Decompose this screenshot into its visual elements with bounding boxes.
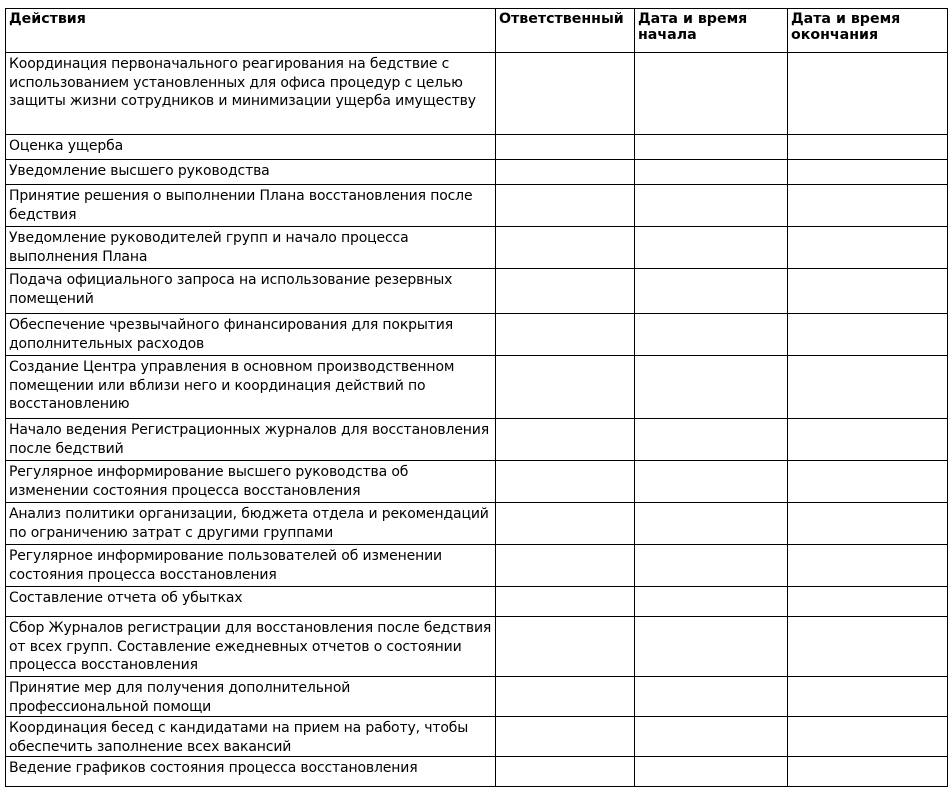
table-row [6,677,948,717]
responsible-cell[interactable] [496,545,635,587]
table-row [6,757,948,787]
table-row [6,227,948,269]
start-datetime-cell[interactable] [635,269,788,314]
end-datetime-cell[interactable] [788,461,948,503]
end-datetime-cell[interactable] [788,314,948,356]
table-row [6,587,948,617]
action-cell: Составление отчета об убытках [6,587,496,617]
action-cell: Принятие мер для получения дополнительной профессиональной помощи [6,677,496,717]
end-datetime-cell[interactable] [788,269,948,314]
action-cell: Уведомление высшего руководства [6,160,496,185]
table-row [6,503,948,545]
action-cell: Анализ политики организации, бюджета отдела и рекомендаций по ограничению затрат с другими группами [6,503,496,545]
start-datetime-cell[interactable] [635,717,788,757]
table-row [6,461,948,503]
end-datetime-cell[interactable] [788,135,948,160]
responsible-cell[interactable] [496,53,635,135]
end-datetime-cell[interactable] [788,617,948,677]
start-datetime-cell[interactable] [635,461,788,503]
action-cell: Уведомление руководителей групп и начало процесса выполнения Плана [6,227,496,269]
end-datetime-cell[interactable] [788,503,948,545]
table-row [6,135,948,160]
action-cell: Сбор Журналов регистрации для восстановления после бедствия от всех групп. Составление ежедневных отчетов о состоянии процесса восстановления [6,617,496,677]
table-row [6,269,948,314]
start-datetime-cell[interactable] [635,227,788,269]
end-datetime-cell[interactable] [788,587,948,617]
recovery-actions-table [5,8,948,787]
start-datetime-cell[interactable] [635,53,788,135]
start-datetime-cell[interactable] [635,185,788,227]
start-datetime-cell[interactable] [635,587,788,617]
table-row [6,160,948,185]
action-cell: Принятие решения о выполнении Плана восстановления после бедствия [6,185,496,227]
responsible-cell[interactable] [496,269,635,314]
start-datetime-cell[interactable] [635,160,788,185]
table-row [6,419,948,461]
action-cell: Оценка ущерба [6,135,496,160]
start-datetime-cell[interactable] [635,545,788,587]
start-datetime-cell[interactable] [635,677,788,717]
end-datetime-cell[interactable] [788,717,948,757]
action-cell: Координация бесед с кандидатами на прием на работу, чтобы обеспечить заполнение всех вакансий [6,717,496,757]
responsible-cell[interactable] [496,461,635,503]
action-cell: Создание Центра управления в основном производственном помещении или вблизи него и координация действий по восстановлению [6,356,496,419]
header-end-datetime: Дата и время окончания [788,9,948,53]
responsible-cell[interactable] [496,419,635,461]
end-datetime-cell[interactable] [788,545,948,587]
responsible-cell[interactable] [496,587,635,617]
responsible-cell[interactable] [496,757,635,787]
end-datetime-cell[interactable] [788,677,948,717]
responsible-cell[interactable] [496,617,635,677]
action-cell: Подача официального запроса на использование резервных помещений [6,269,496,314]
action-cell: Регулярное информирование высшего руководства об изменении состояния процесса восстановления [6,461,496,503]
header-actions: Действия [6,9,496,53]
start-datetime-cell[interactable] [635,503,788,545]
end-datetime-cell[interactable] [788,419,948,461]
start-datetime-cell[interactable] [635,617,788,677]
end-datetime-cell[interactable] [788,757,948,787]
responsible-cell[interactable] [496,677,635,717]
end-datetime-cell[interactable] [788,185,948,227]
header-responsible: Ответственный [496,9,635,53]
start-datetime-cell[interactable] [635,419,788,461]
header-start-datetime: Дата и время начала [635,9,788,53]
table-row [6,185,948,227]
end-datetime-cell[interactable] [788,356,948,419]
start-datetime-cell[interactable] [635,135,788,160]
action-cell: Начало ведения Регистрационных журналов для восстановления после бедствий [6,419,496,461]
end-datetime-cell[interactable] [788,160,948,185]
responsible-cell[interactable] [496,314,635,356]
action-cell: Регулярное информирование пользователей об изменении состояния процесса восстановления [6,545,496,587]
responsible-cell[interactable] [496,185,635,227]
end-datetime-cell[interactable] [788,227,948,269]
start-datetime-cell[interactable] [635,757,788,787]
responsible-cell[interactable] [496,227,635,269]
action-cell: Координация первоначального реагирования на бедствие с использованием установленных для офиса процедур с целью защиты жизни сотрудников и минимизации ущерба имуществу [6,53,496,135]
table-row [6,53,948,135]
responsible-cell[interactable] [496,135,635,160]
table-body [6,53,948,787]
responsible-cell[interactable] [496,356,635,419]
action-cell: Обеспечение чрезвычайного финансирования для покрытия дополнительных расходов [6,314,496,356]
start-datetime-cell[interactable] [635,356,788,419]
table-row [6,617,948,677]
table-row [6,314,948,356]
action-cell: Ведение графиков состояния процесса восстановления [6,757,496,787]
responsible-cell[interactable] [496,503,635,545]
table-row [6,545,948,587]
responsible-cell[interactable] [496,160,635,185]
start-datetime-cell[interactable] [635,314,788,356]
end-datetime-cell[interactable] [788,53,948,135]
responsible-cell[interactable] [496,717,635,757]
header-row [6,9,948,53]
table-row [6,717,948,757]
table-row [6,356,948,419]
